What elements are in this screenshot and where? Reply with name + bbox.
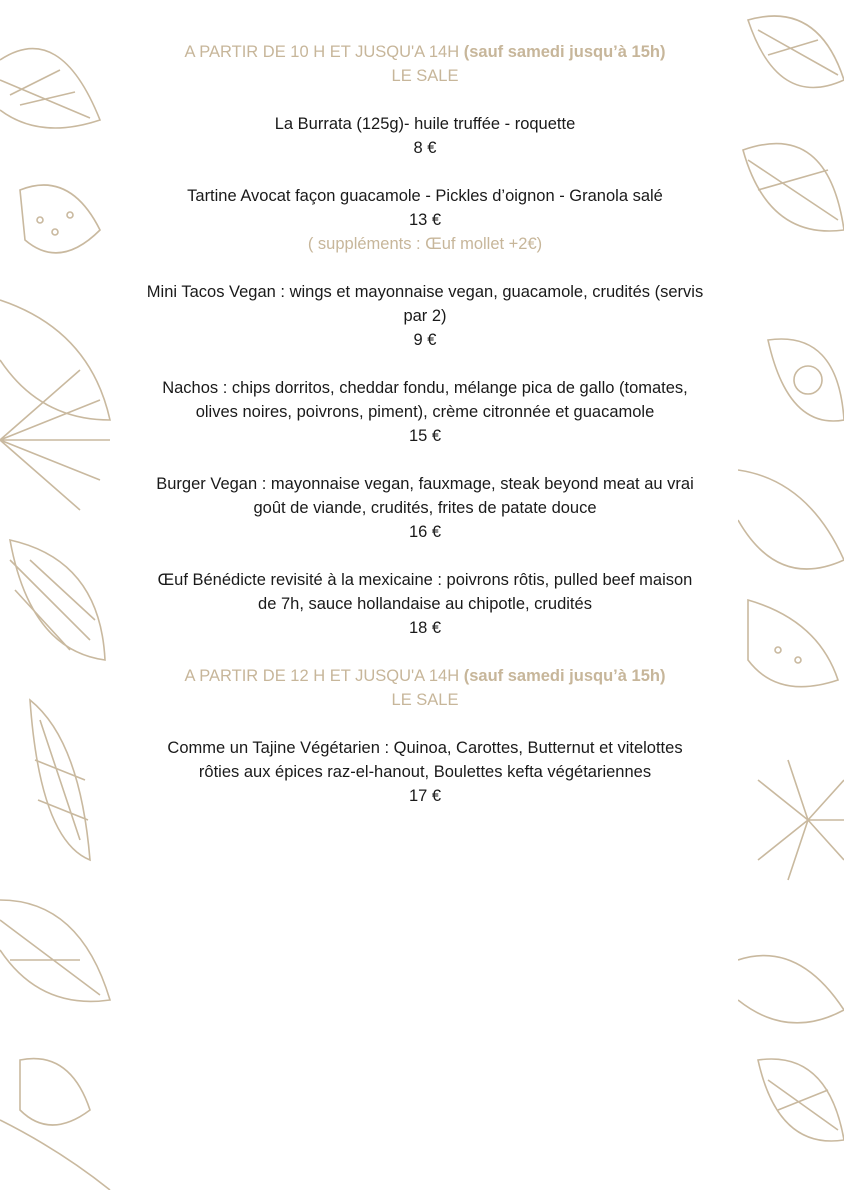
menu-item-tartine-avocat (112, 184, 738, 256)
section-lunch (112, 664, 738, 808)
section-category: LE SALE (391, 691, 459, 709)
item-price: 9 € (413, 331, 437, 349)
item-description: Mini Tacos Vegan : wings et mayonnaise vegan, guacamole, crudités (servis (146, 283, 704, 301)
item-price: 13 € (408, 211, 442, 229)
botanical-border-left (0, 0, 112, 1190)
hours-text: A PARTIR DE 12 H ET JUSQU'A 14H (184, 667, 460, 685)
item-description: Tartine Avocat façon guacamole - Pickles d’oignon - Granola salé (187, 187, 663, 205)
botanical-border-right (738, 0, 844, 1190)
item-price: 8 € (413, 139, 437, 157)
hours-text: A PARTIR DE 10 H ET JUSQU'A 14H (184, 43, 460, 61)
section-category: LE SALE (391, 67, 459, 85)
item-price: 15 € (408, 427, 442, 445)
menu-item-nachos (112, 376, 738, 448)
item-description: Nachos : chips dorritos, cheddar fondu, mélange pica de gallo (tomates, (162, 379, 688, 397)
item-description: La Burrata (125g)- huile truffée - roquette (274, 115, 576, 133)
item-supplement: ( suppléments : Œuf mollet +2€) (307, 235, 543, 253)
item-description: par 2) (403, 307, 447, 325)
item-description: rôties aux épices raz-el-hanout, Boulettes kefta végétariennes (198, 763, 652, 781)
menu-item-oeuf-benedicte (112, 568, 738, 640)
item-description: goût de viande, crudités, frites de patate douce (253, 499, 597, 517)
item-price: 18 € (408, 619, 442, 637)
item-description: Œuf Bénédicte revisité à la mexicaine : poivrons rôtis, pulled beef maison (157, 571, 693, 589)
item-description: olives noires, poivrons, piment), crème citronnée et guacamole (195, 403, 655, 421)
hours-note: (sauf samedi jusqu’à 15h) (463, 667, 666, 685)
hours-note: (sauf samedi jusqu’à 15h) (463, 43, 666, 61)
menu-item-burger-vegan (112, 472, 738, 544)
item-price: 16 € (408, 523, 442, 541)
menu-item-tajine (112, 736, 738, 808)
item-description: de 7h, sauce hollandaise au chipotle, crudités (258, 595, 592, 613)
item-description: Burger Vegan : mayonnaise vegan, fauxmage, steak beyond meat au vrai (156, 475, 694, 493)
menu-item-mini-tacos (112, 280, 738, 352)
section-morning (112, 40, 738, 664)
menu-item-burrata (112, 112, 738, 160)
item-description: Comme un Tajine Végétarien : Quinoa, Carottes, Butternut et vitelottes (167, 739, 683, 757)
section-hours (112, 40, 738, 64)
menu-page (112, 0, 738, 1190)
item-price: 17 € (408, 787, 442, 805)
section-hours (112, 664, 738, 688)
